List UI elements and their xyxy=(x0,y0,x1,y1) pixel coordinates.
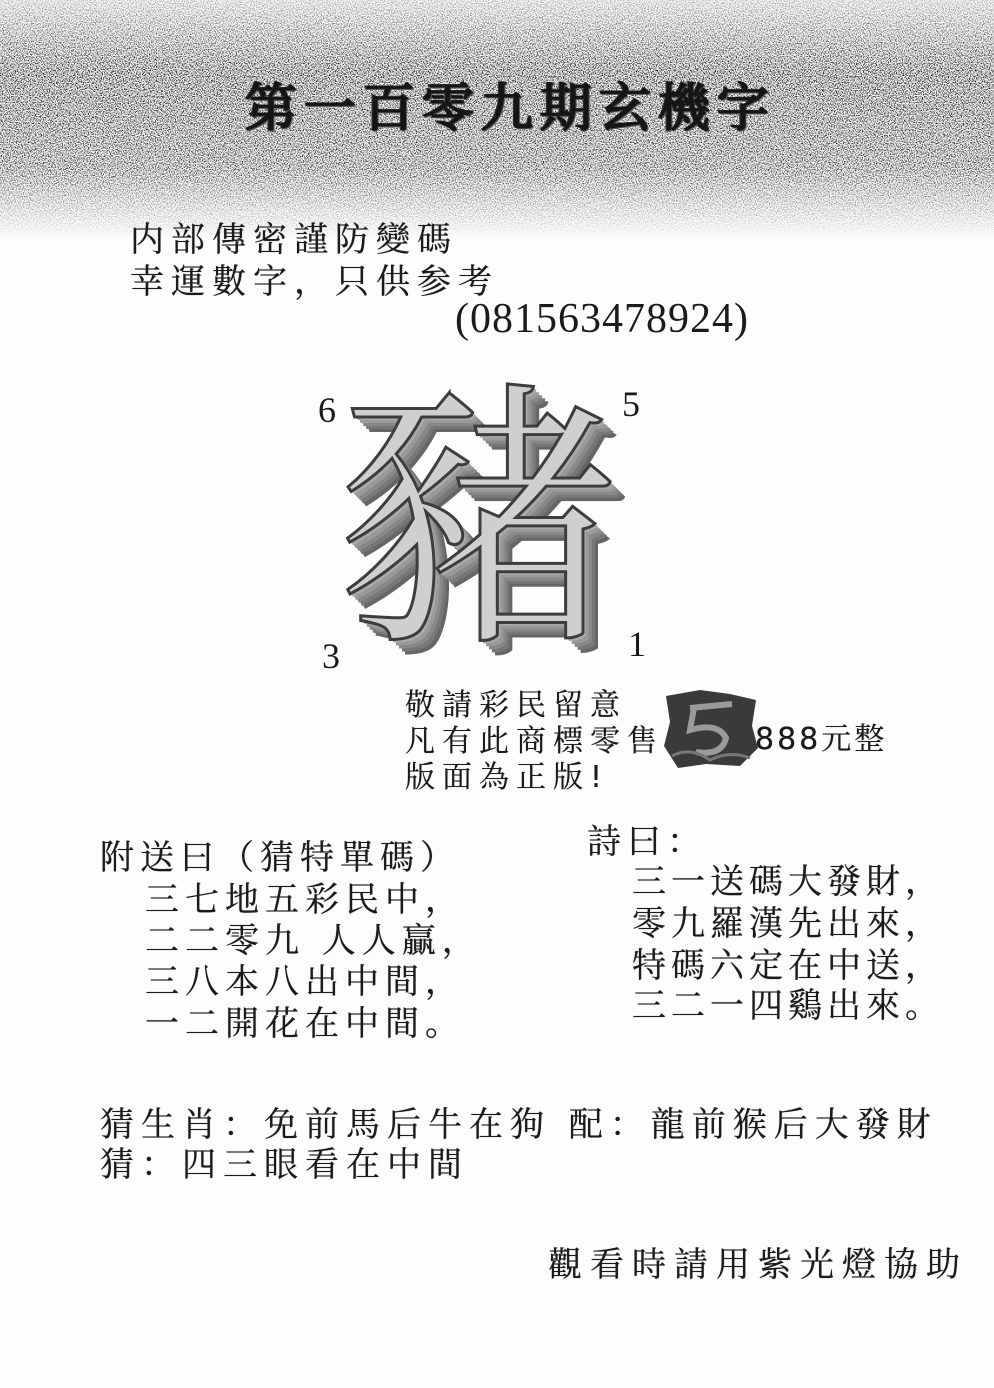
left-verse-line: 三八本八出中間， xyxy=(145,962,465,1002)
right-verse-heading: 詩曰： xyxy=(587,822,707,862)
zodiac-line-1: 猜生肖：免前馬后牛在狗 配：龍前猴后大發財 xyxy=(100,1105,938,1145)
left-verse-line: 三七地五彩民中， xyxy=(145,880,465,920)
lucky-number: (081563478924) xyxy=(455,296,749,342)
notice-line-1: 内部傳密謹防變碼 xyxy=(130,220,458,260)
right-verse-line: 特碼六定在中送， xyxy=(632,946,944,986)
footer-note: 觀看時請用紫光燈協助 xyxy=(548,1245,968,1285)
stamp-mark xyxy=(660,686,760,770)
page-title: 第一百零九期玄機字 xyxy=(245,78,777,139)
emblem-character: 豬 xyxy=(338,359,618,685)
emblem-number-top-right: 5 xyxy=(622,384,640,424)
right-verse-line: 零九羅漢先出來， xyxy=(632,904,944,944)
trademark-line-2-start: 凡有此商標零售 xyxy=(405,724,664,759)
emblem-number-top-left: 6 xyxy=(318,390,336,430)
right-verse-line: 三一送碼大發財， xyxy=(632,862,944,902)
left-verse-line: 一二開花在中間。 xyxy=(145,1004,465,1044)
emblem-number-bottom-right: 1 xyxy=(628,624,646,664)
left-verse-heading: 附送曰（猜特單碼） xyxy=(100,838,460,878)
left-verse-line: 二二零九 人人贏， xyxy=(145,921,482,961)
notice-line-2: 幸運數字，只供参考 xyxy=(130,262,499,302)
trademark-line-1: 敬請彩民留意 xyxy=(405,688,627,723)
trademark-line-3: 版面為正版! xyxy=(405,760,610,795)
emblem-number-bottom-left: 3 xyxy=(322,636,340,676)
zodiac-line-2: 猜：四三眼看在中間 xyxy=(100,1145,469,1185)
trademark-price: 888元整 xyxy=(755,722,888,757)
right-verse-line: 三二一四鷄出來。 xyxy=(632,986,944,1026)
